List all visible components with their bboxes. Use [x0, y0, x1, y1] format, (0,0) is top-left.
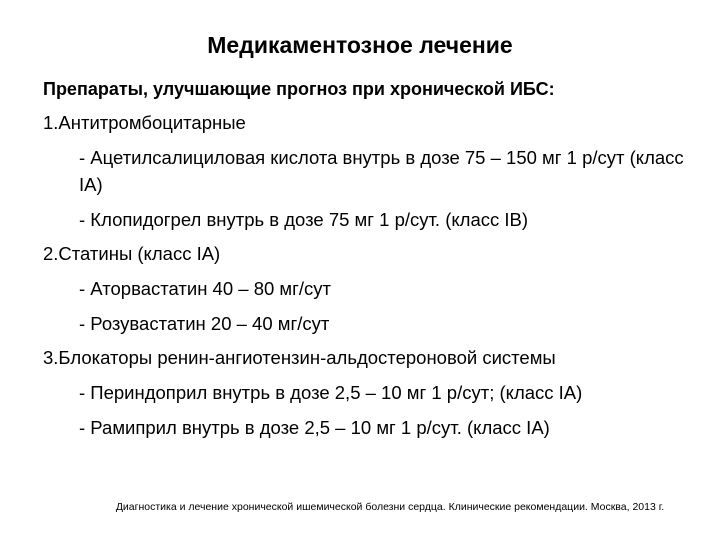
slide-footer [0, 500, 720, 514]
list-item: - Периндоприл внутрь в дозе 2,5 – 10 мг 1 р/сут; (класс IA) [79, 382, 583, 403]
list-item: - Рамиприл внутрь в дозе 2,5 – 10 мг 1 р/сут. (класс IA) [79, 417, 550, 438]
drug-group-statins [43, 241, 693, 337]
list-item: - Клопидогрел внутрь в дозе 75 мг 1 р/сут. (класс IB) [79, 209, 529, 230]
slide-title: Медикаментозное лечение [207, 32, 513, 58]
slide-content [43, 76, 693, 449]
list-item: - Розувастатин 20 – 40 мг/сут [79, 313, 330, 334]
list-item: - Ацетилсалициловая кислота внутрь в дозе 75 – 150 мг 1 р/сут (класс IA) [79, 147, 684, 195]
group-label: 2.Статины (класс IA) [43, 243, 221, 264]
drug-group-antiplatelet [43, 110, 693, 233]
list-item: - Аторвастатин 40 – 80 мг/сут [79, 278, 331, 299]
drug-group-raas-blockers [43, 345, 693, 441]
citation: Диагностика и лечение хронической ишемической болезни сердца. Клинические рекомендации. Москва, 2013 г. [115, 501, 665, 513]
group-label: 1.Антитромбоцитарные [43, 112, 246, 133]
group-label: 3.Блокаторы ренин-ангиотензин-альдостероновой системы [43, 347, 556, 368]
slide-heading: Препараты, улучшающие прогноз при хронической ИБС: [43, 79, 555, 99]
